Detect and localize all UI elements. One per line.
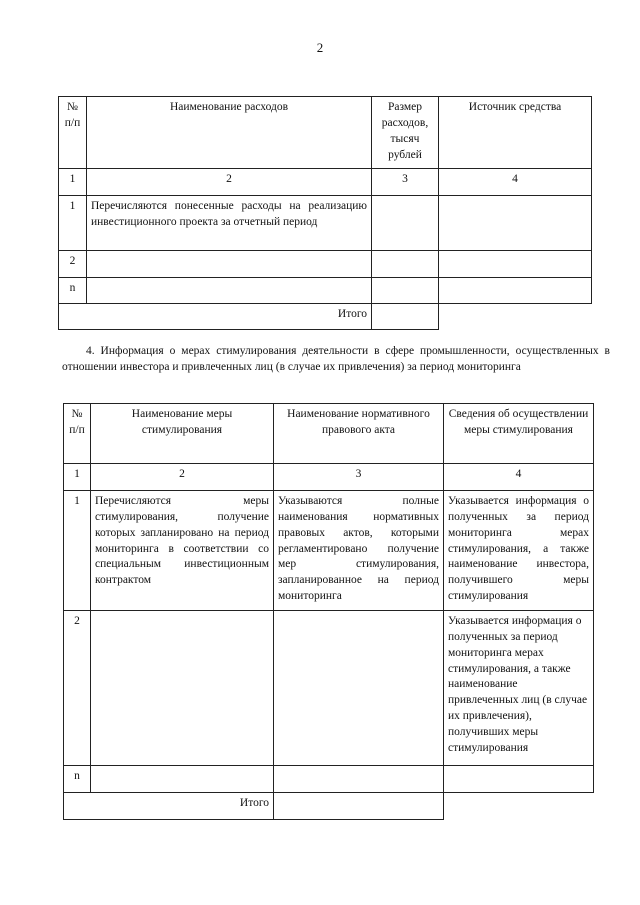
legal-act-cell [274,766,444,793]
header-measure-name: Наименование меры стимулирования [91,404,274,464]
table-header-row [64,404,594,464]
table-row [59,278,592,304]
table-row [64,491,594,611]
header-expense-size: Размер расходов, тысяч рублей [372,97,439,169]
table-header-row [59,97,592,169]
measure-name-cell [91,766,274,793]
total-value-cell [372,304,439,330]
row-num: 1 [64,491,91,611]
row-num: n [64,766,91,793]
total-label: Итого [64,793,274,820]
header-measure-info: Сведения об осуществлении меры стимулирования [444,404,594,464]
expenses-table [58,96,592,330]
measure-info-cell: Указывается информация о полученных за период мониторинга мерах стимулирования, а также наименование привлеченных лиц (в случае их привлечения), получивших меры стимулирования [444,611,594,766]
empty-cell [444,793,594,820]
empty-cell [439,304,592,330]
source-cell [439,251,592,278]
col-number: 4 [444,464,594,491]
expense-size-cell [372,251,439,278]
table-row [64,766,594,793]
expense-name-cell [87,278,372,304]
total-row [64,793,594,820]
header-num: № п/п [64,404,91,464]
measure-name-cell [91,611,274,766]
col-number: 1 [59,169,87,196]
col-number: 3 [274,464,444,491]
source-cell [439,196,592,251]
table-row [59,251,592,278]
header-legal-act: Наименование нормативного правового акта [274,404,444,464]
row-num: n [59,278,87,304]
section-4-text: 4. Информация о мерах стимулирования деятельности в сфере промышленности, осуществленных в отношении инвестора и привлеченных лиц (в случае их привлечения) за период мониторинга [62,345,610,373]
section-4-heading [62,344,610,376]
col-number: 2 [91,464,274,491]
legal-act-cell: Указываются полные наименования нормативных правовых актов, которыми регламентировано получение мер стимулирования, запланированное на период мониторинга [274,491,444,611]
total-label: Итого [59,304,372,330]
expense-name-cell [87,251,372,278]
page-number: 2 [316,40,324,55]
expense-name-cell: Перечисляются понесенные расходы на реализацию инвестиционного проекта за отчетный период [87,196,372,251]
row-num: 2 [59,251,87,278]
table-row [59,196,592,251]
measure-info-cell [444,766,594,793]
col-number: 4 [439,169,592,196]
legal-act-cell [274,611,444,766]
col-number: 3 [372,169,439,196]
col-number: 2 [87,169,372,196]
header-num: № п/п [59,97,87,169]
expense-size-cell [372,278,439,304]
measure-name-cell: Перечисляются меры стимулирования, получение которых запланировано на период мониторинга в соответствии со специальным инвестиционным контрактом [91,491,274,611]
measures-table [63,403,594,820]
total-value-cell [274,793,444,820]
expense-size-cell [372,196,439,251]
row-num: 2 [64,611,91,766]
column-number-row [64,464,594,491]
header-source: Источник средства [439,97,592,169]
measure-info-cell: Указывается информация о полученных за период мониторинга мерах стимулирования, а также наименование инвестора, получившего меры стимулирования [444,491,594,611]
col-number: 1 [64,464,91,491]
table-row [64,611,594,766]
header-expense-name: Наименование расходов [87,97,372,169]
column-number-row [59,169,592,196]
row-num: 1 [59,196,87,251]
total-row [59,304,592,330]
source-cell [439,278,592,304]
